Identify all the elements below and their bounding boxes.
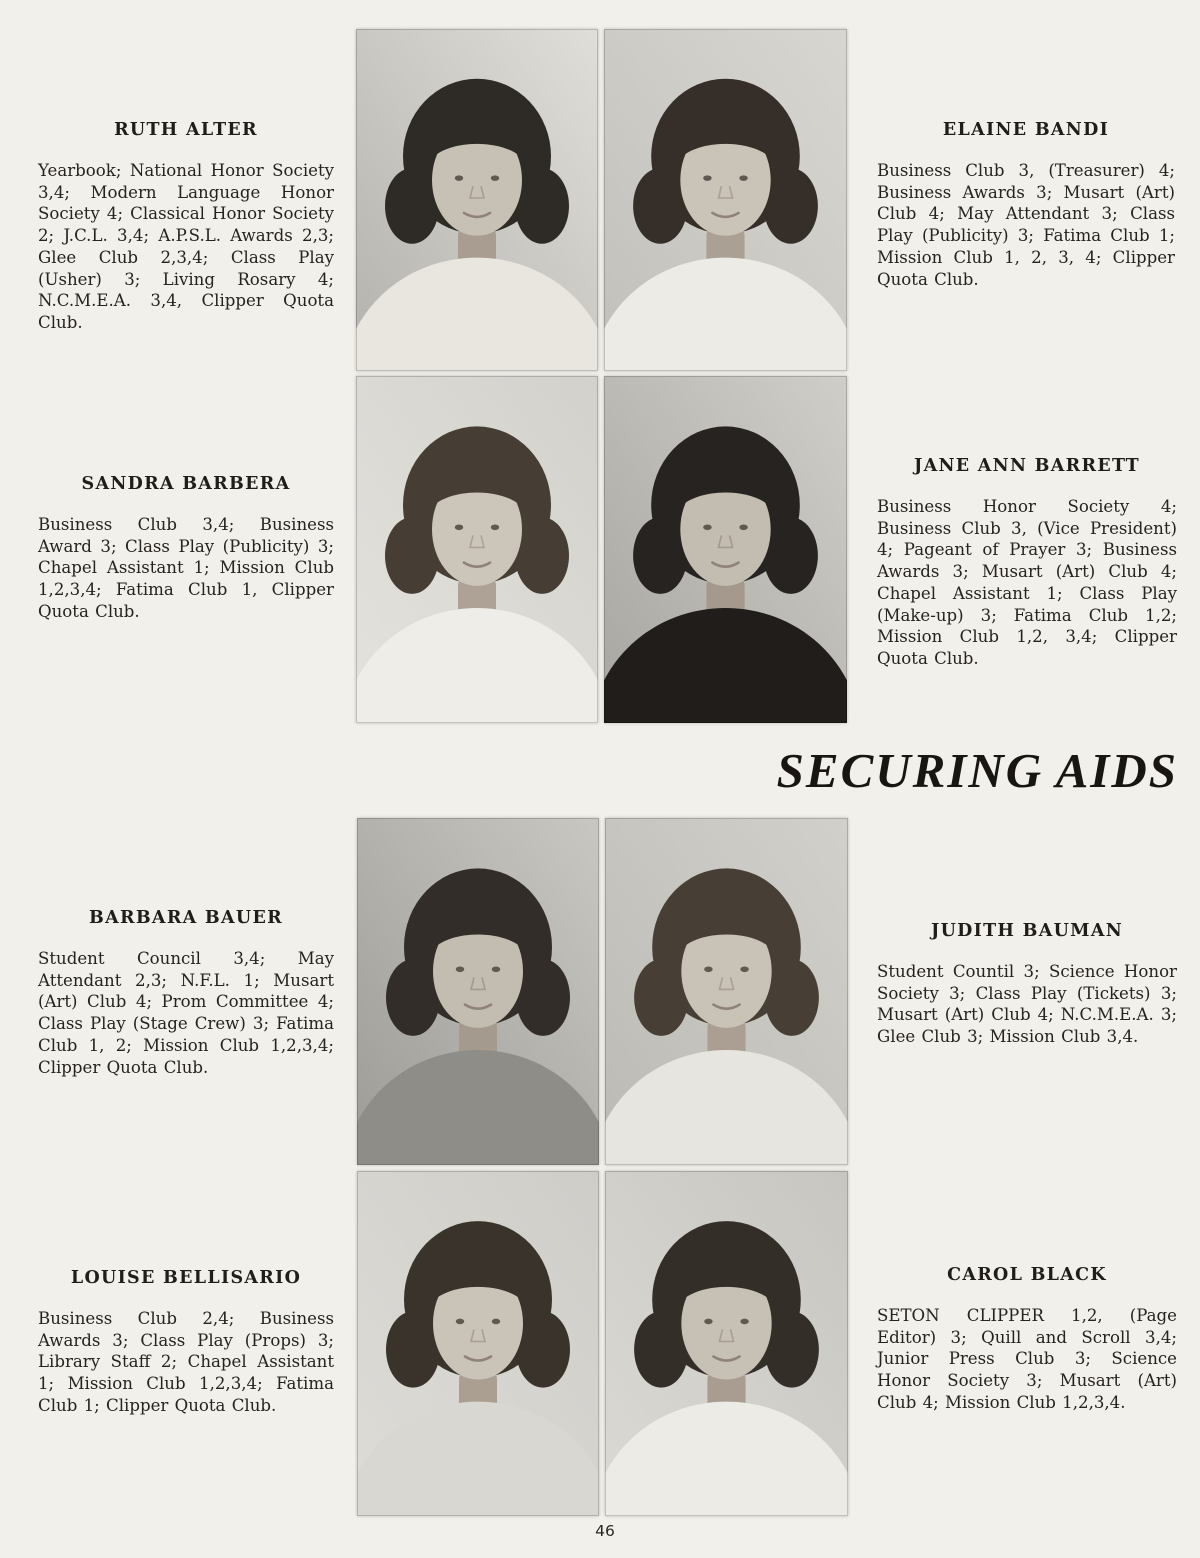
entry-louise-bellisario bbox=[38, 1268, 334, 1417]
entry-carol-black bbox=[877, 1265, 1177, 1414]
portrait-illustration bbox=[604, 29, 847, 371]
entry-elaine-bandi bbox=[877, 120, 1175, 290]
entry-barbara-bauer bbox=[38, 908, 334, 1078]
student-activities: Student Countil 3; Science Honor Society 3; Class Play (Tickets) 3; Musart (Art) Club 4; N.C.M.E.A. 3; Glee Club 3; Mission Club 3,4. bbox=[877, 962, 1177, 1047]
student-name: LOUISE BELLISARIO bbox=[70, 1268, 302, 1288]
entry-ruth-alter bbox=[38, 120, 334, 334]
portrait-photo-barbara-bauer bbox=[357, 818, 599, 1165]
portrait-illustration bbox=[356, 376, 598, 723]
portrait-illustration bbox=[604, 376, 847, 723]
student-name: SANDRA BARBERA bbox=[81, 474, 291, 494]
student-name: BARBARA BAUER bbox=[89, 908, 283, 928]
entry-judith-bauman bbox=[877, 921, 1177, 1048]
student-activities: Business Club 2,4; Business Awards 3; Class Play (Props) 3; Library Staff 2; Chapel Assistant 1; Mission Club 1,2,3,4; Fatima Club 1; Clipper Quota Club. bbox=[38, 1309, 334, 1415]
portrait-photo-carol-black bbox=[605, 1171, 848, 1516]
entry-sandra-barbera bbox=[38, 474, 334, 623]
section-heading: SECURING AIDS bbox=[776, 743, 1178, 798]
portrait-illustration bbox=[605, 1171, 848, 1516]
student-activities: Business Club 3, (Treasurer) 4; Business Awards 3; Musart (Art) Club 4; May Attendant 3; Class Play (Publicity) 3; Fatima Club 1; Mission Club 1, 2, 3, 4; Clipper Quota Club. bbox=[877, 161, 1175, 289]
student-activities: Business Honor Society 4; Business Club 3, (Vice President) 4; Pageant of Prayer 3; Business Awards 3; Musart (Art) Club 4; Chapel Assistant 1; Class Play (Make-up) 3; Fatima Club 1,2; Mission Club 1,2, 3,4; Clipper Quota Club. bbox=[877, 497, 1177, 669]
portrait-illustration bbox=[605, 818, 848, 1165]
portrait-photo-ruth-alter bbox=[356, 29, 598, 371]
portrait-photo-jane-ann-barrett bbox=[604, 376, 847, 723]
portrait-photo-elaine-bandi bbox=[604, 29, 847, 371]
portrait-illustration bbox=[357, 818, 599, 1165]
student-name: RUTH ALTER bbox=[114, 120, 258, 140]
portrait-illustration bbox=[356, 29, 598, 371]
student-name: JUDITH BAUMAN bbox=[930, 921, 1124, 941]
student-name: JANE ANN BARRETT bbox=[914, 456, 1140, 476]
student-activities: SETON CLIPPER 1,2, (Page Editor) 3; Quill and Scroll 3,4; Junior Press Club 3; Science Honor Society 3; Musart (Art) Club 4; Mission Club 1,2,3,4. bbox=[877, 1306, 1177, 1412]
student-activities: Business Club 3,4; Business Award 3; Class Play (Publicity) 3; Chapel Assistant 1; Mission Club 1,2,3,4; Fatima Club 1, Clipper Quota Club. bbox=[38, 515, 334, 621]
student-activities: Yearbook; National Honor Society 3,4; Modern Language Honor Society 4; Classical Honor Society 2; J.C.L. 3,4; A.P.S.L. Awards 2,3; Glee Club 2,3,4; Class Play (Usher) 3; Living Rosary 4; N.C.M.E.A. 3,4, Clipper Quota Club. bbox=[38, 161, 334, 333]
portrait-illustration bbox=[357, 1171, 599, 1516]
entry-jane-ann-barrett bbox=[877, 456, 1177, 670]
student-name: ELAINE BANDI bbox=[942, 120, 1110, 140]
portrait-photo-louise-bellisario bbox=[357, 1171, 599, 1516]
student-activities: Student Council 3,4; May Attendant 2,3; N.F.L. 1; Musart (Art) Club 4; Prom Committee 4; Class Play (Stage Crew) 3; Fatima Club 1, 2; Mission Club 1,2,3,4; Clipper Quota Club. bbox=[38, 949, 334, 1077]
portrait-photo-judith-bauman bbox=[605, 818, 848, 1165]
student-name: CAROL BLACK bbox=[947, 1265, 1107, 1285]
portrait-photo-sandra-barbera bbox=[356, 376, 598, 723]
page-number: 46 bbox=[595, 1522, 615, 1540]
